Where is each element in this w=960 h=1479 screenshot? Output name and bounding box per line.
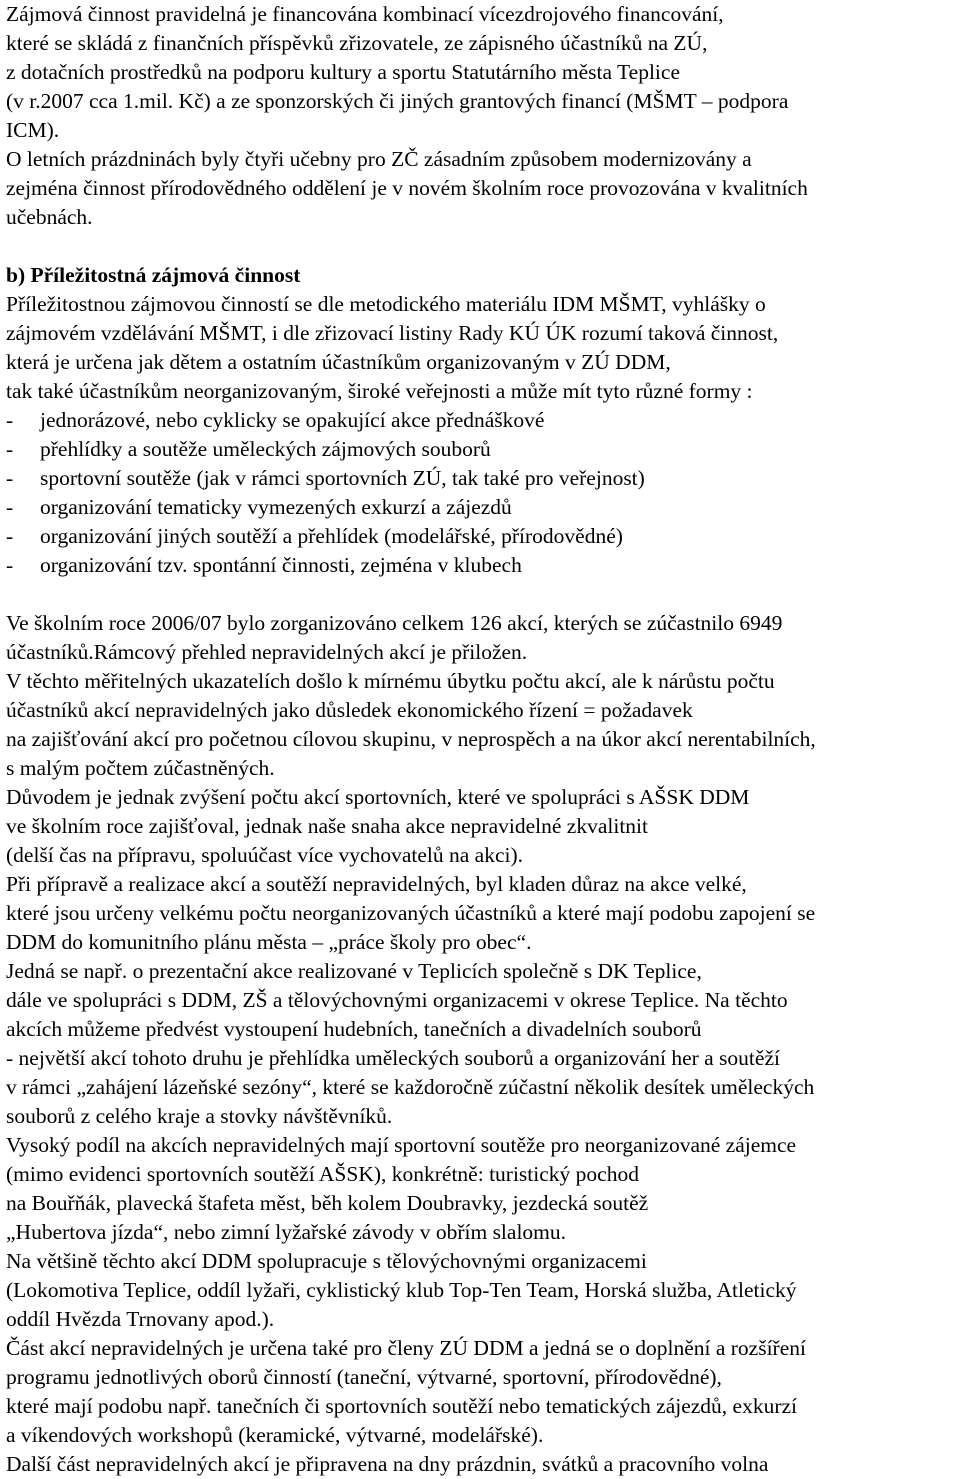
text-line: která je určena jak dětem a ostatním účastníkům organizovaným v ZÚ DDM, <box>6 350 671 374</box>
text-line: (Lokomotiva Teplice, oddíl lyžaři, cyklistický klub Top-Ten Team, Horská služba, Atletický <box>6 1278 797 1302</box>
paragraph-occasional-activity <box>6 290 956 406</box>
paragraph-financing <box>6 0 956 145</box>
list-item <box>6 551 956 580</box>
list-item <box>6 406 956 435</box>
text-line: Na většině těchto akcí DDM spolupracuje s tělovýchovnými organizacemi <box>6 1249 647 1273</box>
text-line: s malým počtem zúčastněných. <box>6 756 275 780</box>
text-line: souborů z celého kraje a stovky návštěvníků. <box>6 1104 393 1128</box>
text-line: ve školním roce zajišťoval, jednak naše snaha akce nepravidelné zkvalitnit <box>6 814 648 838</box>
spacer <box>6 580 956 609</box>
text-line: Zájmová činnost pravidelná je financována kombinací vícezdrojového financování, <box>6 2 724 26</box>
text-line: které jsou určeny velkému počtu neorganizovaných účastníků a které mají podobu zapojení se <box>6 901 816 925</box>
text-line: a víkendových workshopů (keramické, výtvarné, modelářské). <box>6 1423 544 1447</box>
text-line: (v r.2007 cca 1.mil. Kč) a ze sponzorských či jiných grantových financí (MŠMT – podpora <box>6 89 789 113</box>
text-line: na zajišťování akcí pro početnou cílovou skupinu, v neprospěch a na úkor akcí nerentabilních, <box>6 727 816 751</box>
text-line: programu jednotlivých oborů činností (taneční, výtvarné, sportovní, přírodovědné), <box>6 1365 722 1389</box>
text-line: zejména činnost přírodovědného oddělení je v novém školním roce provozována v kvalitních <box>6 176 808 200</box>
text-line: které se skládá z finančních příspěvků zřizovatele, ze zápisného účastníků na ZÚ, <box>6 31 708 55</box>
bullet-dash: - <box>6 495 14 519</box>
text-line: oddíl Hvězda Trnovany apod.). <box>6 1307 275 1331</box>
text-line: účastníků.Rámcový přehled nepravidelných akcí je přiložen. <box>6 640 528 664</box>
text-line: Při přípravě a realizace akcí a soutěží nepravidelných, byl kladen důraz na akce velké, <box>6 872 747 896</box>
text-line: v rámci „zahájení lázeňské sezóny“, které se každoročně zúčastní několik desítek uměleckých <box>6 1075 815 1099</box>
list-item-text: organizování tzv. spontánní činnosti, zejména v klubech <box>40 553 522 577</box>
list-item <box>6 435 956 464</box>
text-line: Vysoký podíl na akcích nepravidelných mají sportovní soutěže pro neorganizované zájemce <box>6 1133 797 1157</box>
spacer <box>6 232 956 261</box>
bullet-dash: - <box>6 524 14 548</box>
text-line: DDM do komunitního plánu města – „práce školy pro obec“. <box>6 930 532 954</box>
text-line: učebnách. <box>6 205 93 229</box>
list-item <box>6 493 956 522</box>
text-line: které mají podobu např. tanečních či sportovních soutěží nebo tematických zájezdů, exkurzí <box>6 1394 798 1418</box>
bullet-list <box>6 406 956 580</box>
text-line: V těchto měřitelných ukazatelích došlo k mírnému úbytku počtu akcí, ale k nárůstu počtu <box>6 669 775 693</box>
list-item <box>6 464 956 493</box>
text-line: Část akcí nepravidelných je určena také pro členy ZÚ DDM a jedná se o doplnění a rozšíření <box>6 1336 806 1360</box>
text-line: Ve školním roce 2006/07 bylo zorganizováno celkem 126 akcí, kterých se zúčastnilo 6949 <box>6 611 783 635</box>
text-line: zájmovém vzdělávání MŠMT, i dle zřizovací listiny Rady KÚ ÚK rozumí taková činnost, <box>6 321 779 345</box>
text-line: Důvodem je jednak zvýšení počtu akcí sportovních, které ve spolupráci s AŠSK DDM <box>6 785 750 809</box>
text-line: (delší čas na přípravu, spoluúčast více vychovatelů na akci). <box>6 843 524 867</box>
text-line: O letních prázdninách byly čtyři učebny pro ZČ zásadním způsobem modernizovány a <box>6 147 752 171</box>
bullet-dash: - <box>6 408 14 432</box>
list-item <box>6 522 956 551</box>
text-line: Jedná se např. o prezentační akce realizované v Teplicích společně s DK Teplice, <box>6 959 702 983</box>
text-line: „Hubertova jízda“, nebo zimní lyžařské závody v obřím slalomu. <box>6 1220 567 1244</box>
bullet-dash: - <box>6 553 14 577</box>
text-line: účastníků akcí nepravidelných jako důsledek ekonomického řízení = požadavek <box>6 698 693 722</box>
document-page <box>6 0 956 1479</box>
text-line: Další část nepravidelných akcí je připravena na dny prázdnin, svátků a pracovního volna <box>6 1452 769 1476</box>
text-line: (mimo evidenci sportovních soutěží AŠSK), konkrétně: turistický pochod <box>6 1162 639 1186</box>
list-item-text: přehlídky a soutěže uměleckých zájmových souborů <box>40 437 491 461</box>
text-line: z dotačních prostředků na podporu kultury a sportu Statutárního města Teplice <box>6 60 680 84</box>
list-item-text: organizování jiných soutěží a přehlídek (modelářské, přírodovědné) <box>40 524 623 548</box>
paragraph-statistics <box>6 609 956 1479</box>
text-line: ICM). <box>6 118 60 142</box>
list-item-text: organizování tematicky vymezených exkurzí a zájezdů <box>40 495 512 519</box>
text-line: akcích můžeme předvést vystoupení hudebních, tanečních a divadelních souborů <box>6 1017 702 1041</box>
bullet-dash: - <box>6 437 14 461</box>
section-heading: b) Příležitostná zájmová činnost <box>6 263 301 287</box>
text-line: dále ve spolupráci s DDM, ZŠ a tělovýchovnými organizacemi v okrese Teplice. Na těchto <box>6 988 788 1012</box>
paragraph-modernization <box>6 145 956 232</box>
bullet-dash: - <box>6 466 14 490</box>
text-line: na Bouřňák, plavecká štafeta měst, běh kolem Doubravky, jezdecká soutěž <box>6 1191 649 1215</box>
text-line: tak také účastníkům neorganizovaným, široké veřejnosti a může mít tyto různé formy : <box>6 379 753 403</box>
list-item-text: jednorázové, nebo cyklicky se opakující akce přednáškové <box>40 408 545 432</box>
text-line: - největší akcí tohoto druhu je přehlídka uměleckých souborů a organizování her a soutěží <box>6 1046 780 1070</box>
list-item-text: sportovní soutěže (jak v rámci sportovních ZÚ, tak také pro veřejnost) <box>40 466 645 490</box>
text-line: Příležitostnou zájmovou činností se dle metodického materiálu IDM MŠMT, vyhlášky o <box>6 292 766 316</box>
